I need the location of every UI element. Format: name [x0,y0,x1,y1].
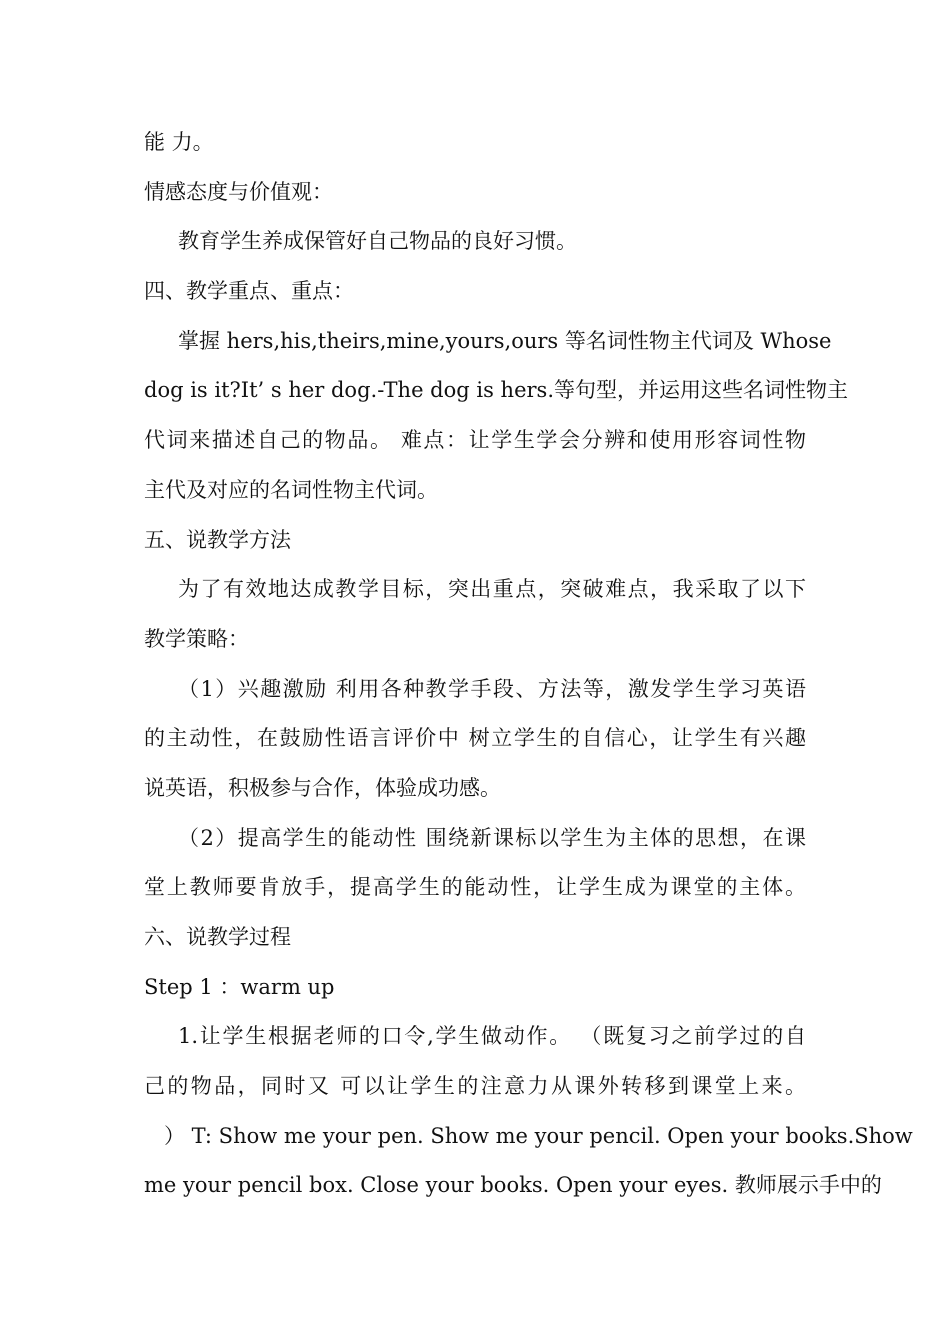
text-line: 己的物品，同时又 可以让学生的注意力从课外转移到课堂上来。 [144,1074,806,1099]
text-line: ） T: Show me your pen. Show me your pencil. Open your books.Show [164,1123,913,1148]
document-body [144,118,913,1211]
text-line: me your pencil box. Close your books. Open your eyes. 教师展示手中的 [144,1173,882,1198]
text-line: （1）兴趣激励 利用各种教学手段、方法等，激发学生学习英语 [178,676,806,701]
text-line: 能 力。 [144,130,214,154]
text-line: 1.让学生根据老师的口令,学生做动作。 （既复习之前学过的自 [178,1024,806,1049]
text-line: 教学策略： [144,626,249,651]
section-subheading: 情感态度与价值观： [144,179,333,204]
text-line: 堂上教师要肯放手，提高学生的能动性，让学生成为课堂的主体。 [144,875,806,900]
text-line: 为了有效地达成教学目标，突出重点，突破难点，我采取了以下 [178,577,806,602]
text-line: 的主动性，在鼓励性语言评价中 树立学生的自信心，让学生有兴趣 [144,726,806,751]
text-line: 代词来描述自己的物品。 难点：让学生学会分辨和使用形容词性物 [144,428,806,453]
text-line: 掌握 hers,his,theirs,mine,yours,ours 等名词性物主代词及 Whose [178,328,832,353]
section-heading: 六、说教学过程 [144,925,291,949]
step-heading: Step 1 ：warm up [144,974,335,999]
text-line: 说英语，积极参与合作，体验成功感。 [144,775,501,800]
section-heading: 五、说教学方法 [144,527,291,552]
text-line: 教育学生养成保管好自己物品的良好习惯。 [178,229,577,254]
section-heading: 四、教学重点、重点： [144,279,354,304]
text-line: 主代及对应的名词性物主代词。 [144,477,438,502]
text-line: dog is it?It’ s her dog.-The dog is hers.等句型，并运用这些名词性物主 [144,378,848,403]
text-line: （2）提高学生的能动性 围绕新课标以学生为主体的思想，在课 [178,825,806,850]
